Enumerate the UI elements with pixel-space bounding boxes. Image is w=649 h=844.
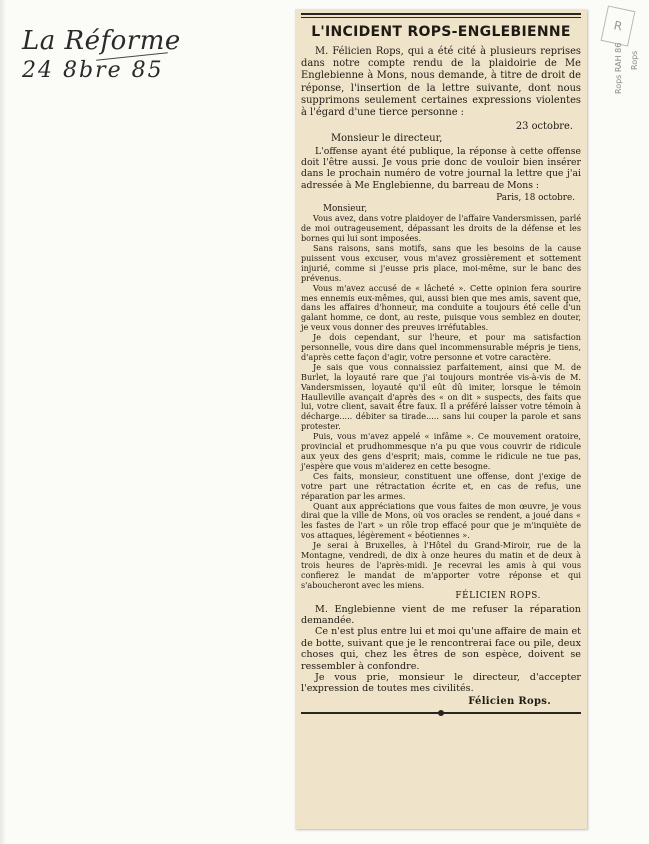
cover-letter-salutation: Monsieur le directeur, — [331, 133, 443, 145]
clipping-bottom-ornament — [438, 710, 444, 716]
handwritten-date: 24 8bre 85 — [22, 58, 164, 83]
letter-paragraph: Vous avez, dans votre plaidoyer de l'affaire Vandersmissen, parlé de moi outrageusement, dépassant les droits de la défense et les bornes qui lui sont imposées. — [301, 213, 581, 244]
margin-pencil-note-secondary: Rops — [630, 50, 639, 70]
clipping-top-rule — [301, 13, 581, 15]
margin-pencil-note: Rops RAH 86 — [614, 42, 623, 94]
newspaper-clipping — [295, 9, 587, 829]
coda-paragraph: Je vous prie, monsieur le directeur, d'accepter l'expression de toutes mes civilités. — [301, 672, 581, 695]
page-binding-shadow — [0, 0, 6, 844]
letter-paragraph: Ces faits, monsieur, constituent une offense, dont j'exige de votre part une rétractation écrite et, en cas de refus, une réparation par les armes. — [301, 470, 581, 501]
letter-paragraph: Vous m'avez accusé de « lâcheté ». Cette opinion fera sourire mes ennemis eux-mêmes, qui, aussi bien que mes amis, savent que, dans les affaires d'honneur, ma conduite a toujours été celle d'un galant homme, ce dont, au reste, puisque vous semblez en douter, je veux vous donner des preuves irréfutables. — [301, 282, 581, 333]
letter-paragraph: Je dois cependant, sur l'heure, et pour ma satisfaction personnelle, vous dire dans quel incommensurable mépris je tiens, d'après cette façon d'agir, votre personne et votre caractère. — [301, 332, 581, 362]
letter-paragraph: Je serai à Bruxelles, à l'Hôtel du Grand-Miroir, rue de la Montagne, vendredi, de dix à onze heures du matin et de deux à trois heures de l'après-midi. Je recevrai les amis à qui vous confierez le mandat de m'apporter votre réponse et qui s'aboucheront avec les miens. — [301, 540, 581, 590]
cover-letter-date: 23 octobre. — [515, 121, 573, 133]
cover-letter-body: L'offense ayant été publique, la réponse à cette offense doit l'être aussi. Je vous prie donc de vouloir bien insérer dans le prochain numéro de votre journal la lettre que j'ai adressée à Me Englebienne, du barreau de Mons : — [301, 145, 581, 191]
letter-paragraph: Je sais que vous connaissiez parfaitement, ainsi que M. de Burlet, la loyauté rare que j'ai toujours montrée vis-à-vis de M. Vandersmissen, loyauté qu'il eût dû imiter, lorsque le témoin Haulleville avançait d'après des « on dit » suspects, des faits que lui, votre client, savait être faux. Il a préféré laisser votre témoin à décharge..... débiter sa tirade..... sans lui couper la parole et sans protester. — [301, 361, 581, 432]
coda-paragraph: Ce n'est plus entre lui et moi qu'une affaire de main et de botte, suivant que je le rencontrerai face ou pile, deux choses qui, chez les êtres de son espèce, doivent se ressembler à confondre. — [301, 626, 581, 672]
handwritten-source-title: La Réforme — [22, 26, 181, 56]
article-coda — [301, 604, 581, 695]
coda-paragraph: M. Englebienne vient de me refuser la réparation demandée. — [301, 603, 581, 626]
quoted-letter — [301, 193, 581, 601]
letter-date: Paris, 18 octobre. — [496, 193, 575, 204]
letter-paragraph: Puis, vous m'avez appelé « infâme ». Ce mouvement oratoire, provincial et prudhommesque n'a pu que vous couvrir de ridicule aux yeux des gens d'esprit; mais, comme le ridicule ne tue pas, j'espère que vous m'aiderez en cette besogne. — [301, 431, 581, 471]
clipping-top-rule-thin — [301, 17, 581, 18]
letter-paragraph: Quant aux appréciations que vous faites de mon œuvre, je vous dirai que la ville de Mons, où vos oracles se rendent, a joué dans « les fastes de l'art » un rôle trop effacé pour que je m'inquiète de vos attaques, légèrement « béotiennes ». — [301, 500, 581, 541]
final-signature: Félicien Rops. — [468, 695, 551, 707]
letter-paragraph: Sans raisons, sans motifs, sans que les besoins de la cause puissent vous excuser, vous m'avez grossièrement et sottement injurié, comme si j'eusse pris place, moi-même, sur le banc des prévenus. — [301, 242, 581, 283]
letter-salutation: Monsieur, — [323, 204, 368, 215]
letter-signature: FÉLICIEN ROPS. — [455, 590, 541, 601]
article-headline: L'INCIDENT ROPS-ENGLEBIENNE — [311, 24, 571, 40]
archive-stamp-icon: R — [601, 5, 636, 46]
article-intro: M. Félicien Rops, qui a été cité à plusieurs reprises dans notre compte rendu de la plaidoirie de Me Englebienne à Mons, nous demande, à titre de droit de réponse, l'insertion de la lettre suivante, dont nous supprimons seulement certaines expressions violentes à l'égard d'une tierce personne : — [301, 46, 581, 119]
